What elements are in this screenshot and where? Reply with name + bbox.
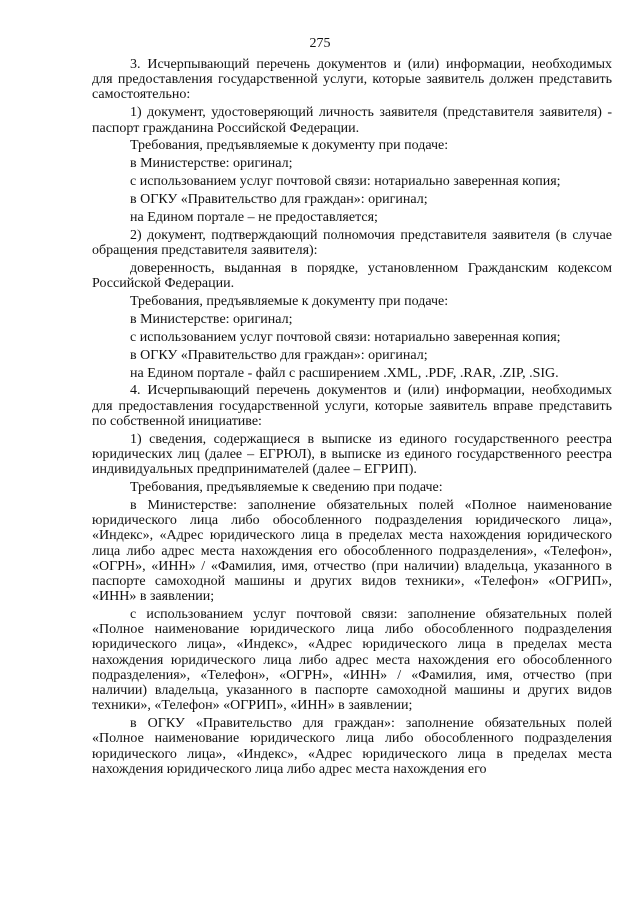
paragraph: в ОГКУ «Правительство для граждан»: оригинал; — [130, 347, 428, 363]
document-body — [92, 57, 612, 780]
paragraph: 1) документ, удостоверяющий личность заявителя (представителя заявителя) - паспорт гражданина Российской Федерации. — [92, 105, 612, 136]
paragraph: в Министерстве: оригинал; — [130, 156, 293, 172]
paragraph: доверенность, выданная в порядке, установленном Гражданским кодексом Российской Федерации. — [92, 260, 612, 292]
page-number: 275 — [309, 36, 331, 51]
paragraph: 2) документ, подтверждающий полномочия представителя заявителя (в случае обращения представителя заявителя): — [92, 227, 612, 259]
paragraph: с использованием услуг почтовой связи: заполнение обязательных полей «Полное наименование юридического лица либо обособленного подразделения юридического лица», «Индекс», «Адрес юридического лица в пределах места нахождения юридического лица либо адрес места нахождения его обособленного подразделения», «Телефон», «ОГРН», «ИНН» / «Фамилия, имя, отчество (при наличии) владельца, указанного в паспорте самоходной машины и других видов техники», «Телефон» «ОГРИП», «ИНН» в заявлении; — [92, 607, 612, 714]
paragraph: 3. Исчерпывающий перечень документов и (или) информации, необходимых для предоставления государственной услуги, которые заявитель должен представить самостоятельно: — [92, 57, 612, 103]
paragraph: Требования, предъявляемые к сведению при подаче: — [130, 480, 443, 496]
paragraph: Требования, предъявляемые к документу при подаче: — [130, 138, 449, 154]
paragraph: с использованием услуг почтовой связи: нотариально заверенная копия; — [130, 329, 561, 345]
paragraph: в Министерстве: заполнение обязательных полей «Полное наименование юридического лица либо обособленного подразделения юридического лица», «Индекс», «Адрес юридического лица в пределах места нахождения юридического лица либо адрес места нахождения его обособленного подразделения», «Телефон», «ОГРН», «ИНН» / «Фамилия, имя, отчество (при наличии) владельца, указанного в паспорте самоходной машины и других видов техники», «Телефон» «ОГРИП», «ИНН» в заявлении; — [92, 497, 612, 605]
paragraph: Требования, предъявляемые к документу при подаче: — [130, 294, 449, 310]
paragraph: с использованием услуг почтовой связи: нотариально заверенная копия; — [130, 174, 561, 190]
paragraph: в ОГКУ «Правительство для граждан»: оригинал; — [130, 192, 428, 208]
paragraph: на Едином портале - файл с расширением .XML, .PDF, .RAR, .ZIP, .SIG. — [130, 365, 559, 381]
paragraph: в ОГКУ «Правительство для граждан»: заполнение обязательных полей «Полное наименование юридического лица либо обособленного подразделения юридического лица», «Индекс», «Адрес юридического лица в пределах места нахождения юридического лица либо адрес места нахождения его — [92, 716, 612, 777]
paragraph: в Министерстве: оригинал; — [130, 311, 293, 327]
paragraph: 4. Исчерпывающий перечень документов и (или) информации, необходимых для предоставления государственной услуги, которые заявитель вправе представить по собственной инициативе: — [92, 383, 612, 429]
paragraph: 1) сведения, содержащиеся в выписке из единого государственного реестра юридических лиц (далее – ЕГРЮЛ), в выписке из единого государственного реестра индивидуальных предпринимателей (далее – ЕГРИП). — [92, 431, 612, 478]
paragraph: на Едином портале – не предоставляется; — [130, 209, 378, 225]
